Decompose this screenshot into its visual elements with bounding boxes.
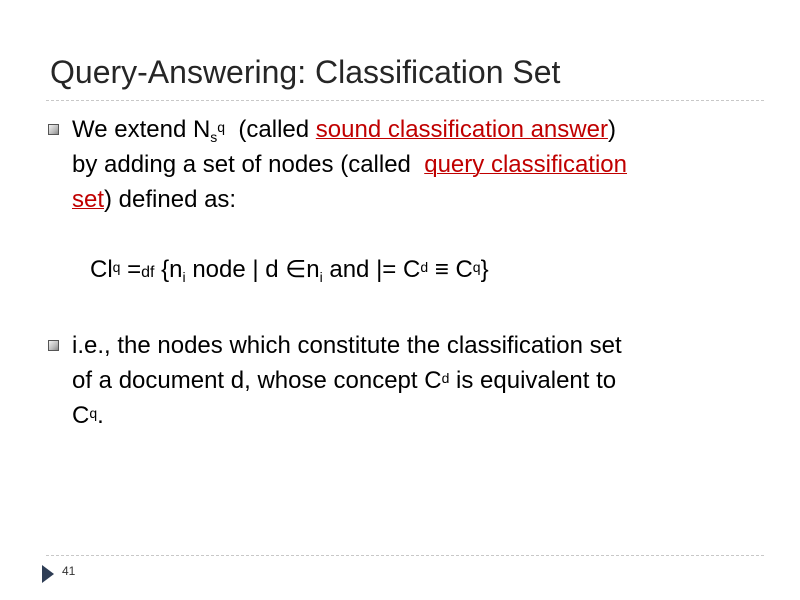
bullet-1-line-1: We extend $N_s^q$ (called sound classification answer) [72, 116, 616, 145]
page-number: 41 [62, 564, 76, 578]
footer-divider [46, 555, 764, 556]
classification-set-formula: $Cl^q =df$ {$n_i$ node | d $\in n_i$ and |= $C^d \equiv C^q$} [90, 256, 489, 285]
bullet-1-line-3: set) defined as: [72, 186, 237, 213]
bullet-square-icon [48, 340, 59, 351]
bullet-1-line-2: by adding a set of nodes (called query classification [72, 151, 627, 178]
bullet-square-icon [48, 124, 59, 135]
sound-classification-answer-link[interactable]: sound classification answer [315, 116, 608, 143]
bullet-2-line-3: $C^q$. [72, 402, 104, 429]
slide-title: Query-Answering: Classification Set [50, 54, 561, 90]
page-marker-icon [42, 565, 54, 583]
bullet-2-line-2: of a document d, whose concept $C^d$ is equivalent to [72, 367, 617, 394]
bullet-2-line-1: i.e., the nodes which constitute the classification set [72, 332, 622, 359]
title-divider [46, 100, 764, 101]
query-classification-set-link[interactable]: query classification [424, 151, 627, 178]
query-classification-set-link-cont[interactable]: set [72, 186, 105, 213]
